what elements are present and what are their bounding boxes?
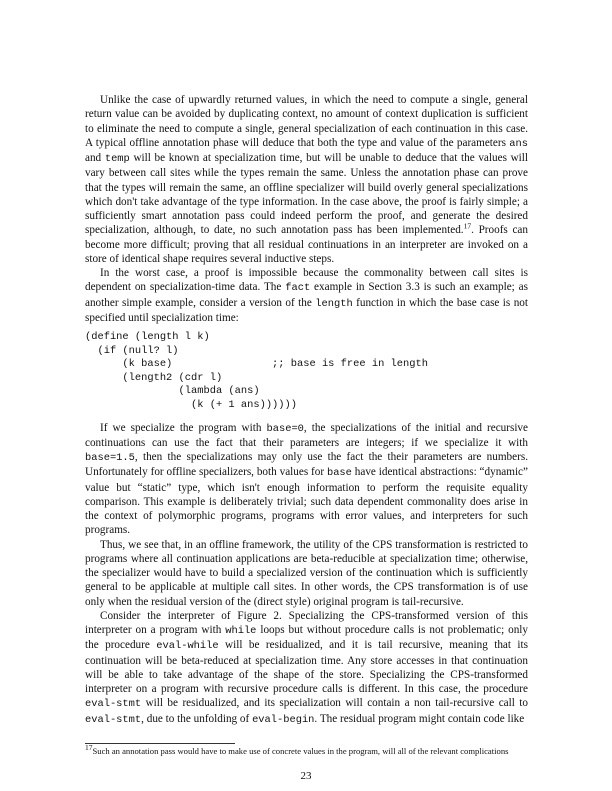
paragraphs-after-code <box>85 421 528 727</box>
paragraph <box>85 538 528 609</box>
inline-code: base=1.5 <box>85 452 135 465</box>
inline-code: temp <box>104 153 130 165</box>
text-run: Consider the interpreter of Figure 2. Specializing the CPS-transformed version of this interpreter on a program with <box>85 609 528 637</box>
paragraph <box>85 609 528 727</box>
inline-code: base=0 <box>266 422 304 435</box>
footnote-divider <box>85 743 235 744</box>
text-run: Unlike the case of upwardly returned values, in which the need to compute a single, general return value can be avoided by duplicating context, no amount of context duplication is sufficient to eliminate the need to compute a single, general specialization of each continuation in this case. A typical offline annotation phase will deduce that both the type and value of the parameters <box>85 94 528 149</box>
text-run: . Proofs can become more difficult; proving that all residual continuations in an interpreter are invoked on a store of identical shape requires several inductive steps. <box>85 224 528 265</box>
text-run: have identical abstractions: “dynamic” value but “static” type, which isn't enough information to perform the requisite equality comparison. This example is deliberately trivial; such data dependent commonality does arise in the context of polymorphic programs, programs with error values, and interpreters for such programs. <box>85 466 528 537</box>
text-run: and <box>85 152 105 164</box>
inline-code: eval-while <box>156 640 219 653</box>
paragraphs-before-code <box>85 93 528 325</box>
inline-code: ans <box>509 137 528 150</box>
code-listing <box>85 331 528 413</box>
inline-code: length <box>315 297 353 310</box>
page-number: 23 <box>300 770 312 782</box>
text-run: will be residualized, and its specialization will contain a non tail-recursive call to <box>141 697 528 710</box>
text-run: loops but without procedure calls is not problematic; only the procedure <box>85 624 529 652</box>
code-line: (lambda (ans) <box>85 385 260 398</box>
footnote-text: Such an annotation pass would have to make use of concrete values in the program, will all of the relevant complications <box>92 746 509 756</box>
footnote-mark: 17 <box>85 743 93 753</box>
paragraph <box>85 266 528 325</box>
paragraph <box>85 421 528 538</box>
footnote <box>85 743 528 757</box>
text-run: will be residualized, and it is tail recursive, meaning that its continuation will be beta-reduced at specialization time. Any store accesses in that continuation will be able to take advantage of the shape of the store. Specializing the CPS-transformed interpreter on a program with recursive procedure calls is different. In this case, the procedure <box>85 639 529 696</box>
text-run: example in Section 3.3 is such an example; as another simple example, consider a version of the <box>85 281 528 309</box>
footnote-reference: 17 <box>463 221 472 231</box>
inline-code: base <box>326 467 352 480</box>
inline-code: eval-stmt <box>85 698 142 711</box>
inline-code: fact <box>285 282 311 295</box>
code-line: (if (null? l) <box>85 344 179 357</box>
code-line: (k (+ 1 ans)))))) <box>85 398 298 411</box>
code-line: (k base) ;; base is free in length <box>85 358 428 371</box>
text-run: will be known at specialization time, but will be unable to deduce that the values will vary between call sites while the types remain the same. Unless the annotation phase can prove that the types will remain the same, an offline specializer will build overly general specializations which don't take advantage of the type information. In the case above, the proof is fairly simple; a sufficiently smart annotation pass could indeed perform the proof, and generate the desired specialization, although, to date, no such annotation pass has been implemented. <box>85 152 528 237</box>
inline-code: eval-stmt <box>85 713 142 726</box>
text-run: , the specializations of the initial and recursive continuations can use the fact that their parameters are integers; if we specialize it with <box>85 421 528 449</box>
text-run: . The residual program might contain code like <box>314 712 525 725</box>
inline-code: eval-begin <box>252 713 315 726</box>
code-line: (length2 (cdr l) <box>85 371 223 384</box>
text-run: , then the specializations may only use the fact the their parameters are numbers. Unfortunately for offline specializers, both values for <box>85 451 528 479</box>
code-line: (define (length l k) <box>85 331 210 343</box>
text-run: If we specialize the program with <box>100 421 267 434</box>
text-run: Thus, we see that, in an offline framework, the utility of the CPS transformation is restricted to programs where all continuation applications are beta-reducible at specialization time; otherwise, the specializer would have to build a specialized version of the continuation which is sufficiently general to be applicable at multiple call sites. In other words, the CPS transformation is of use only when the residual version of the (direct style) original program is tail-recursive. <box>85 538 528 608</box>
text-run: function in which the base case is not specified until specialization time: <box>85 296 528 324</box>
text-run: , due to the unfolding of <box>141 712 253 725</box>
text-run: In the worst case, a proof is impossible because the commonality between call sites is dependent on specialization-time data. The <box>85 267 528 294</box>
document-body <box>85 93 528 727</box>
paragraph <box>85 93 528 266</box>
inline-code: while <box>225 625 257 638</box>
